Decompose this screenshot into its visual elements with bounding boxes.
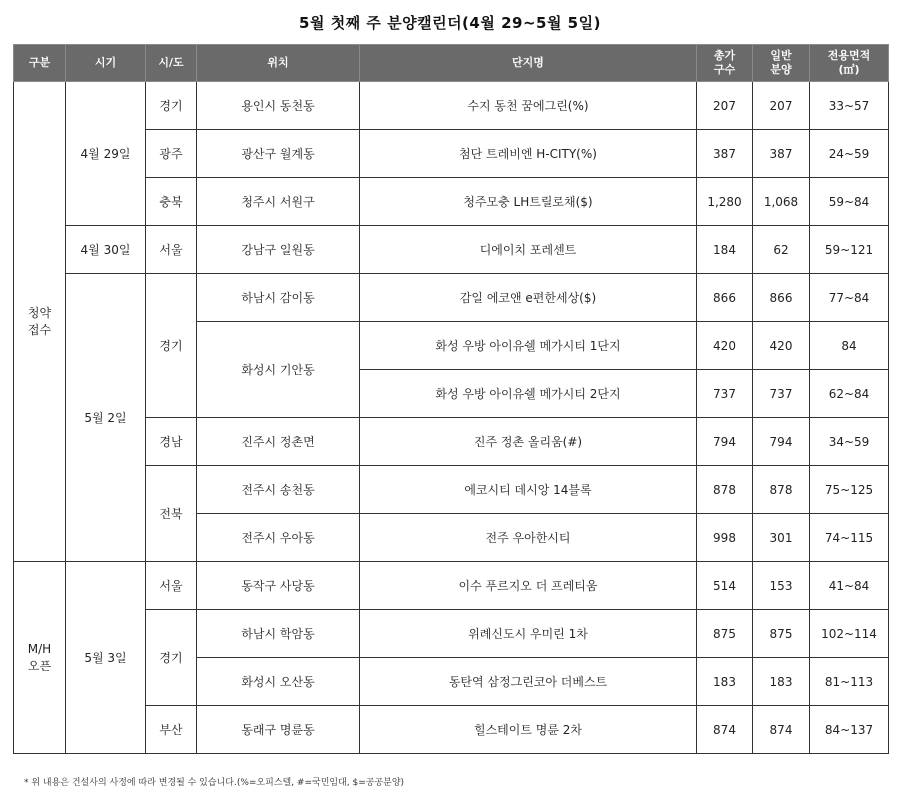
total-cell: 514: [697, 562, 753, 610]
general-cell: 737: [753, 370, 810, 418]
area-cell: 59~121: [810, 226, 889, 274]
total-cell: 874: [697, 706, 753, 754]
location-cell: 화성시 기안동: [197, 322, 360, 418]
area-cell: 41~84: [810, 562, 889, 610]
footnote: * 위 내용은 건설사의 사정에 따라 변경될 수 있습니다.(%=오피스텔, #=국민임대, $=공공분양): [24, 778, 405, 788]
region-cell: 서울: [146, 226, 197, 274]
table-row: [14, 178, 889, 226]
location-cell: 화성시 오산동: [197, 658, 360, 706]
header-total-units: 총가 구수: [697, 45, 753, 82]
header-region: 시/도: [146, 45, 197, 82]
table-row: [14, 274, 889, 322]
general-cell: 420: [753, 322, 810, 370]
general-cell: 301: [753, 514, 810, 562]
period-cell: 5월 2일: [66, 274, 146, 562]
complex-cell: 힐스테이트 명륜 2차: [360, 706, 697, 754]
region-cell: 경기: [146, 274, 197, 418]
location-cell: 하남시 학암동: [197, 610, 360, 658]
area-cell: 84~137: [810, 706, 889, 754]
location-cell: 전주시 우아동: [197, 514, 360, 562]
header-category: 구분: [14, 45, 66, 82]
header-location: 위치: [197, 45, 360, 82]
complex-cell: 디에이치 포레센트: [360, 226, 697, 274]
complex-cell: 위례신도시 우미린 1차: [360, 610, 697, 658]
header-complex: 단지명: [360, 45, 697, 82]
complex-cell: 화성 우방 아이유쉘 메가시티 2단지: [360, 370, 697, 418]
region-cell: 광주: [146, 130, 197, 178]
total-cell: 878: [697, 466, 753, 514]
location-cell: 광산구 월계동: [197, 130, 360, 178]
total-cell: 207: [697, 82, 753, 130]
period-cell: 4월 29일: [66, 82, 146, 226]
region-cell: 전북: [146, 466, 197, 562]
general-cell: 207: [753, 82, 810, 130]
complex-cell: 첨단 트레비엔 H-CITY(%): [360, 130, 697, 178]
region-cell: 서울: [146, 562, 197, 610]
table-row: [14, 82, 889, 130]
general-cell: 874: [753, 706, 810, 754]
complex-cell: 이수 푸르지오 더 프레티움: [360, 562, 697, 610]
complex-cell: 수지 동천 꿈에그린(%): [360, 82, 697, 130]
schedule-table: [13, 44, 889, 754]
complex-cell: 청주모충 LH트릴로채($): [360, 178, 697, 226]
area-cell: 81~113: [810, 658, 889, 706]
total-cell: 794: [697, 418, 753, 466]
total-cell: 183: [697, 658, 753, 706]
location-cell: 강남구 일원동: [197, 226, 360, 274]
group-cell: 청약 접수: [14, 82, 66, 562]
table-row: [14, 706, 889, 754]
total-cell: 998: [697, 514, 753, 562]
page-title: 5월 첫째 주 분양캘린더(4월 29~5월 5일): [299, 14, 601, 32]
table-row: [14, 562, 889, 610]
location-cell: 동래구 명륜동: [197, 706, 360, 754]
location-cell: 청주시 서원구: [197, 178, 360, 226]
location-cell: 전주시 송천동: [197, 466, 360, 514]
complex-cell: 전주 우아한시티: [360, 514, 697, 562]
general-cell: 153: [753, 562, 810, 610]
table-header-row: [14, 45, 889, 82]
total-cell: 875: [697, 610, 753, 658]
table-row: [14, 466, 889, 514]
complex-cell: 감일 에코앤 e편한세상($): [360, 274, 697, 322]
area-cell: 74~115: [810, 514, 889, 562]
area-cell: 34~59: [810, 418, 889, 466]
complex-cell: 동탄역 삼정그린코아 더베스트: [360, 658, 697, 706]
total-cell: 184: [697, 226, 753, 274]
region-cell: 경기: [146, 610, 197, 706]
general-cell: 1,068: [753, 178, 810, 226]
general-cell: 878: [753, 466, 810, 514]
complex-cell: 화성 우방 아이유쉘 메가시티 1단지: [360, 322, 697, 370]
area-cell: 102~114: [810, 610, 889, 658]
total-cell: 866: [697, 274, 753, 322]
table-row: [14, 226, 889, 274]
area-cell: 84: [810, 322, 889, 370]
location-cell: 진주시 정촌면: [197, 418, 360, 466]
header-area: 전용면적 (㎡): [810, 45, 889, 82]
total-cell: 420: [697, 322, 753, 370]
general-cell: 387: [753, 130, 810, 178]
area-cell: 62~84: [810, 370, 889, 418]
area-cell: 77~84: [810, 274, 889, 322]
table-row: [14, 130, 889, 178]
region-cell: 경기: [146, 82, 197, 130]
region-cell: 부산: [146, 706, 197, 754]
area-cell: 33~57: [810, 82, 889, 130]
complex-cell: 에코시티 데시앙 14블록: [360, 466, 697, 514]
general-cell: 875: [753, 610, 810, 658]
header-general-units: 일반 분양: [753, 45, 810, 82]
location-cell: 동작구 사당동: [197, 562, 360, 610]
region-cell: 충북: [146, 178, 197, 226]
area-cell: 75~125: [810, 466, 889, 514]
table-row: [14, 610, 889, 658]
complex-cell: 진주 정촌 올리움(#): [360, 418, 697, 466]
period-cell: 4월 30일: [66, 226, 146, 274]
total-cell: 387: [697, 130, 753, 178]
period-cell: 5월 3일: [66, 562, 146, 754]
header-period: 시기: [66, 45, 146, 82]
general-cell: 794: [753, 418, 810, 466]
total-cell: 737: [697, 370, 753, 418]
area-cell: 59~84: [810, 178, 889, 226]
area-cell: 24~59: [810, 130, 889, 178]
location-cell: 용인시 동천동: [197, 82, 360, 130]
table-row: [14, 418, 889, 466]
total-cell: 1,280: [697, 178, 753, 226]
general-cell: 866: [753, 274, 810, 322]
region-cell: 경남: [146, 418, 197, 466]
general-cell: 183: [753, 658, 810, 706]
location-cell: 하남시 감이동: [197, 274, 360, 322]
group-cell: M/H 오픈: [14, 562, 66, 754]
general-cell: 62: [753, 226, 810, 274]
